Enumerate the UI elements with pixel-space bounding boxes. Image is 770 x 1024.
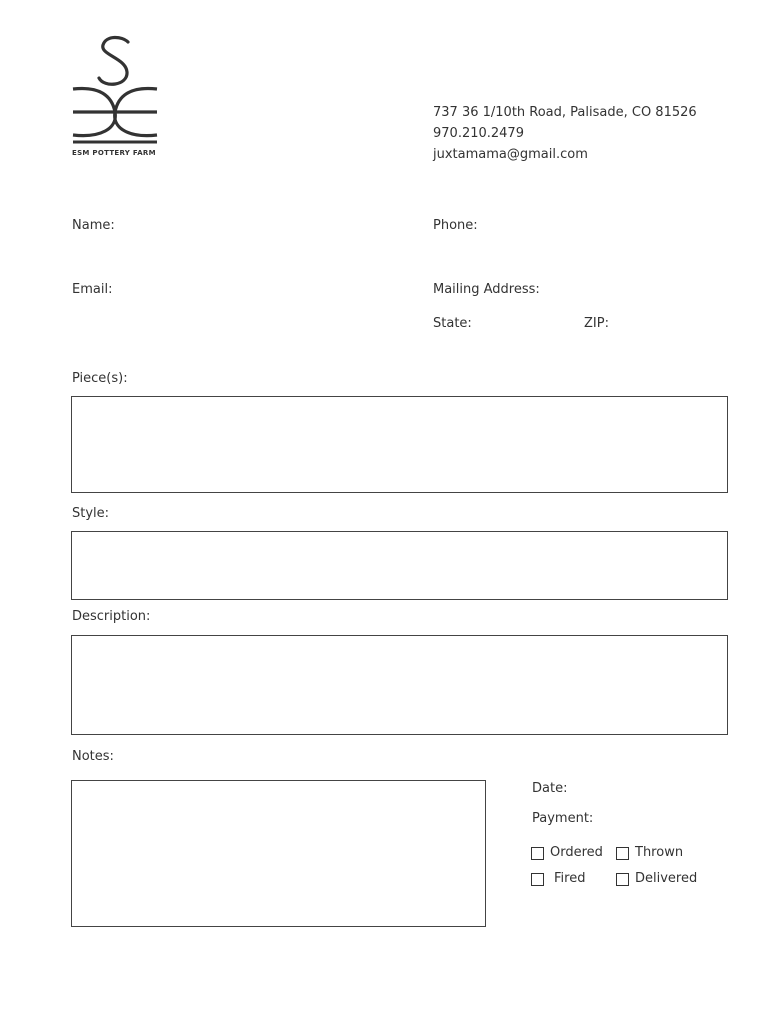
notes-field[interactable] (71, 780, 486, 927)
esm-pottery-logo (70, 34, 160, 160)
ordered-checkbox[interactable] (531, 847, 544, 860)
ordered-label: Ordered (550, 845, 603, 860)
esm-pottery-logo-icon (70, 34, 160, 146)
status-row-1 (531, 845, 731, 861)
contact-phone: 970.210.2479 (433, 126, 524, 141)
name-label: Name: (72, 218, 115, 233)
phone-label: Phone: (433, 218, 478, 233)
thrown-option[interactable] (616, 845, 683, 861)
contact-email: juxtamama@gmail.com (433, 147, 588, 162)
notes-label: Notes: (72, 749, 114, 764)
delivered-label: Delivered (635, 871, 698, 886)
style-label: Style: (72, 506, 110, 521)
mailing-address-label: Mailing Address: (433, 282, 540, 297)
date-label: Date: (532, 781, 568, 796)
fired-checkbox[interactable] (531, 873, 544, 886)
payment-label: Payment: (532, 811, 594, 826)
description-field[interactable] (71, 635, 728, 735)
fired-label: Fired (554, 871, 586, 886)
ordered-option[interactable] (531, 845, 603, 861)
delivered-option[interactable] (616, 871, 697, 887)
description-label: Description: (72, 609, 151, 624)
email-label: Email: (72, 282, 113, 297)
pieces-field[interactable] (71, 396, 728, 493)
contact-address: 737 36 1/10th Road, Palisade, CO 81526 (433, 105, 697, 120)
delivered-checkbox[interactable] (616, 873, 629, 886)
thrown-label: Thrown (635, 845, 684, 860)
contact-info (433, 102, 697, 165)
zip-label: ZIP: (584, 316, 609, 331)
status-row-2 (531, 871, 731, 887)
state-label: State: (433, 316, 472, 331)
logo-text: ESM POTTERY FARM (72, 149, 156, 157)
pieces-label: Piece(s): (72, 371, 128, 386)
thrown-checkbox[interactable] (616, 847, 629, 860)
fired-option[interactable] (531, 871, 585, 887)
style-field[interactable] (71, 531, 728, 600)
